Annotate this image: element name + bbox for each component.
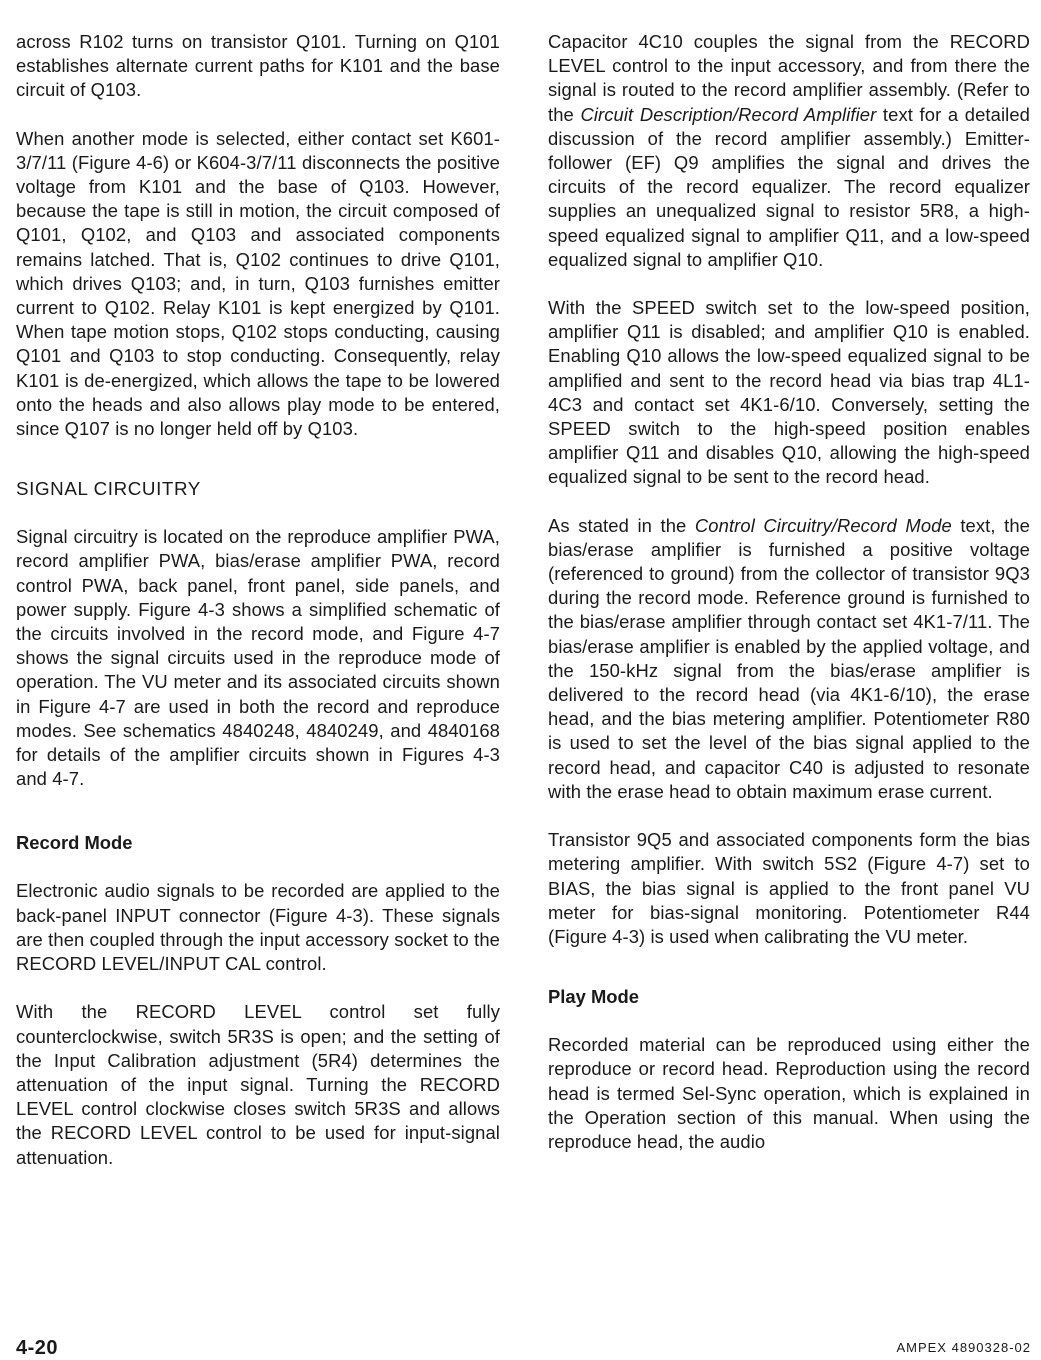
- paragraph: across R102 turns on transistor Q101. Turning on Q101 establishes alternate current paths for K101 and the base circuit of Q103.: [16, 31, 500, 101]
- document-id: AMPEX 4890328-02: [896, 1340, 1031, 1355]
- paragraph: Electronic audio signals to be recorded are applied to the back-panel INPUT connector (Figure 4-3). These signals are then coupled through the input accessory socket to the RECORD LEVEL/INPUT CAL control.: [16, 880, 500, 975]
- right-column: [548, 30, 1030, 1154]
- paragraph: [548, 30, 1030, 272]
- paragraph: With the RECORD LEVEL control set fully counterclockwise, switch 5R3S is open; and the setting of the Input Calibration adjustment (5R4) determines the attenuation of the input signal. Turning the RECORD LEVEL control clockwise closes switch 5R3S and allows the RECORD LEVEL control to be used for input-signal attenuation.: [16, 1001, 500, 1168]
- left-column: [16, 30, 500, 1170]
- paragraph: [548, 514, 1030, 804]
- paragraph: Recorded material can be reproduced using either the reproduce or record head. Reproduction using the record head is termed Sel-Sync operation, which is explained in the Operation section of this manual. When using the reproduce head, the audio: [548, 1034, 1030, 1152]
- paragraph: With the SPEED switch set to the low-speed position, amplifier Q11 is disabled; and amplifier Q10 is enabled. Enabling Q10 allows the low-speed equalized signal to be amplified and sent to the record head via bias trap 4L1-4C3 and contact set 4K1-6/10. Conversely, setting the SPEED switch to the high-speed position enables amplifier Q11 and disables Q10, allowing the high-speed equalized signal to be sent to the record head.: [548, 297, 1030, 488]
- text-run: text for a detailed discussion of the record amplifier assembly.) Emitter-follower (EF) Q9 amplifies the signal and drives the circuits of the record equalizer. The record equalizer supplies an unequalized signal to resistor 5R8, a high-speed equalized signal to amplifier Q11, and a low-speed equalized signal to amplifier Q10.: [548, 103, 1030, 270]
- section-heading: SIGNAL CIRCUITRY: [16, 478, 201, 500]
- paragraph: When another mode is selected, either contact set K601-3/7/11 (Figure 4-6) or K604-3/7/11 disconnects the positive voltage from K101 and the base of Q103. However, because the tape is still in motion, the circuit composed of Q101, Q102, and Q103 and associated components remains latched. That is, Q102 continues to drive Q101, which drives Q103; and, in turn, Q103 furnishes emitter current to Q102. Relay K101 is kept energized by Q101. When tape motion stops, Q102 stops conducting, causing Q101 and Q103 to stop conducting. Consequently, relay K101 is de-energized, which allows the tape to be lowered onto the heads and also allows play mode to be entered, since Q107 is no longer held off by Q103.: [16, 127, 500, 440]
- text-run-italic: Control Circuitry/Record Mode: [694, 514, 952, 536]
- text-run: As stated in the: [548, 514, 695, 536]
- text-run-italic: Circuit Description/Record Amplifier: [580, 103, 877, 125]
- subsection-heading: Play Mode: [548, 986, 639, 1008]
- paragraph: Transistor 9Q5 and associated components form the bias metering amplifier. With switch 5S2 (Figure 4-7) set to BIAS, the bias signal is applied to the front panel VU meter for bias-signal monitoring. Potentiometer R44 (Figure 4-3) is used when calibrating the VU meter.: [548, 829, 1030, 947]
- paragraph: Signal circuitry is located on the reproduce amplifier PWA, record amplifier PWA, bias/erase amplifier PWA, record control PWA, back panel, front panel, side panels, and power supply. Figure 4-3 shows a simplified schematic of the circuits involved in the record mode, and Figure 4-7 shows the signal circuits used in the reproduce mode of operation. The VU meter and its associated circuits shown in Figure 4-7 are used in both the record and reproduce modes. See schematics 4840248, 4840249, and 4840168 for details of the amplifier circuits shown in Figures 4-3 and 4-7.: [16, 526, 500, 790]
- text-run: text, the bias/erase amplifier is furnished a positive voltage (referenced to ground) from the collector of transistor 9Q3 during the record mode. Reference ground is furnished to the bias/erase amplifier through contact set 4K1-7/11. The bias/erase amplifier is enabled by the applied voltage, and the 150-kHz signal from the bias/erase amplifier is delivered to the record head (via 4K1-6/10), the erase head, and the bias metering amplifier. Potentiometer R80 is used to set the level of the bias signal applied to the record head, and capacitor C40 is adjusted to resonate with the erase head to obtain maximum erase current.: [548, 514, 1030, 802]
- page-number: 4-20: [16, 1337, 59, 1359]
- subsection-heading: Record Mode: [16, 832, 133, 854]
- text-run: Capacitor 4C10 couples the signal from the RECORD LEVEL control to the input accessory, and from there the signal is routed to the record amplifier assembly. (Refer to the: [548, 31, 1030, 125]
